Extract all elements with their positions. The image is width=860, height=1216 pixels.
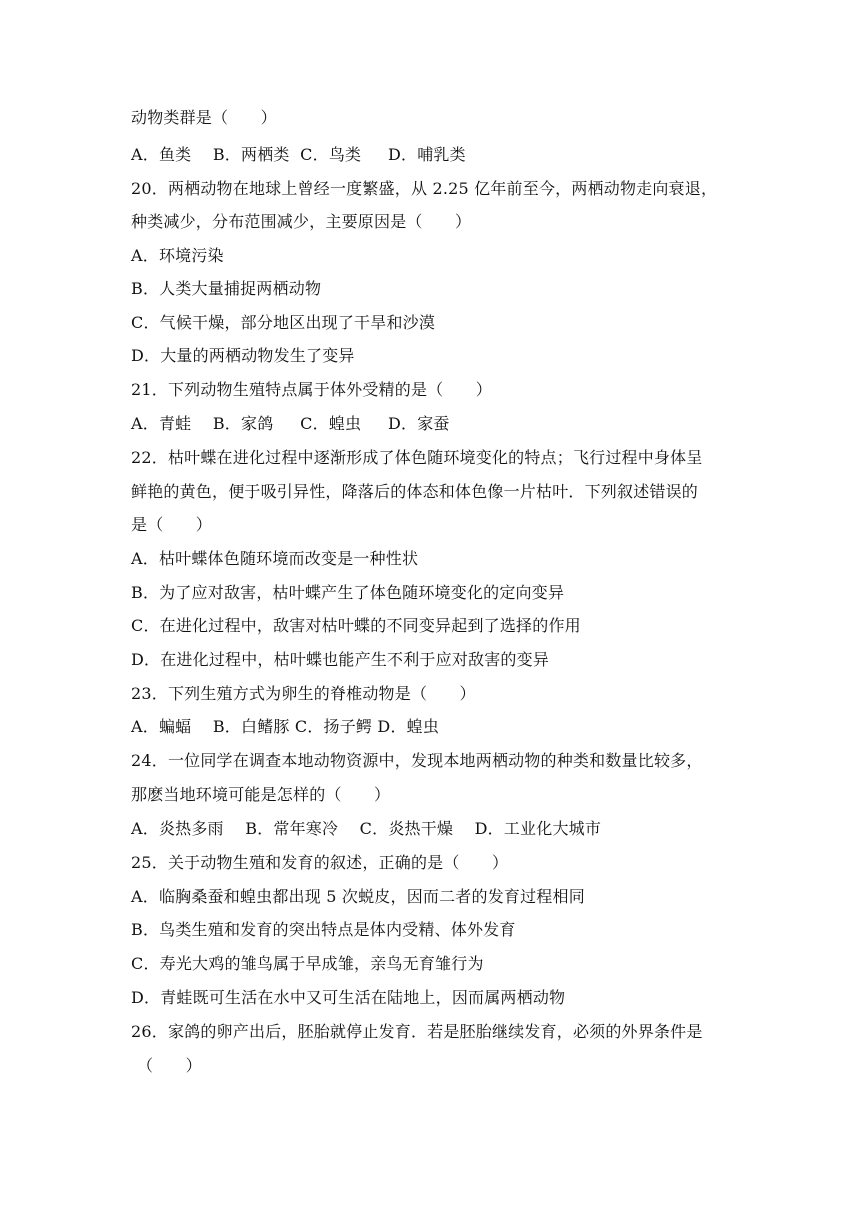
q22-option-b: B．为了应对敌害，枯叶蝶产生了体色随环境变化的定向变异 (131, 583, 565, 602)
q20-stem-line1: 20．两栖动物在地球上曾经一度繁盛，从 2.25 亿年前至今，两栖动物走向衰退， (131, 179, 718, 198)
q25-option-d: D．青蛙既可生活在水中又可生活在陆地上，因而属两栖动物 (131, 988, 566, 1007)
q20-option-a: A．环境污染 (131, 246, 224, 265)
q19-options: A．鱼类 B．两栖类 C．鸟类 D．哺乳类 (131, 145, 466, 164)
q19-tail: 动物类群是（ ） (131, 108, 277, 127)
q20-option-c: C．气候干燥，部分地区出现了干旱和沙漠 (131, 313, 436, 332)
q21-stem: 21．下列动物生殖特点属于体外受精的是（ ） (131, 380, 492, 399)
q25-option-c: C．寿光大鸡的雏鸟属于早成雏，亲鸟无育雏行为 (131, 954, 484, 973)
q22-stem-line3: 是（ ） (131, 515, 213, 534)
q26-stem-line2: （ ） (137, 1056, 202, 1075)
q25-stem: 25．关于动物生殖和发育的叙述，正确的是（ ） (131, 853, 509, 872)
q24-options: A．炎热多雨 B．常年寒冷 C．炎热干燥 D．工业化大城市 (131, 819, 602, 838)
q23-stem: 23．下列生殖方式为卵生的脊椎动物是（ ） (131, 684, 476, 703)
q24-stem-line2: 那麽当地环境可能是怎样的（ ） (131, 785, 391, 804)
q22-option-d: D．在进化过程中，枯叶蝶也能产生不利于应对敌害的变异 (131, 650, 550, 669)
q26-stem-line1: 26．家鸽的卵产出后，胚胎就停止发育．若是胚胎继续发育，必须的外界条件是 (131, 1022, 703, 1041)
q22-option-c: C．在进化过程中，敌害对枯叶蝶的不同变异起到了选择的作用 (131, 616, 581, 635)
q20-stem-line2: 种类减少，分布范围减少，主要原因是（ ） (131, 212, 472, 231)
q20-option-d: D．大量的两栖动物发生了变异 (131, 346, 355, 365)
q25-option-b: B．鸟类生殖和发育的突出特点是体内受精、体外发育 (131, 920, 516, 939)
q24-stem-line1: 24．一位同学在调查本地动物资源中，发现本地两栖动物的种类和数量比较多， (131, 751, 703, 770)
q22-stem-line2: 鲜艳的黄色，便于吸引异性，降落后的体态和体色像一片枯叶．下列叙述错误的 (131, 482, 699, 501)
q23-options: A．蝙蝠 B．白鳍豚 C．扬子鳄 D．蝗虫 (131, 717, 440, 736)
q22-option-a: A．枯叶蝶体色随环境而改变是一种性状 (131, 549, 419, 568)
q20-option-b: B．人类大量捕捉两栖动物 (131, 279, 322, 298)
q25-option-a: A．临胸桑蚕和蝗虫都出现 5 次蜕皮，因而二者的发育过程相同 (131, 887, 585, 906)
q21-options: A．青蛙 B．家鸽 C．蝗虫 D．家蚕 (131, 414, 450, 433)
q22-stem-line1: 22．枯叶蝶在进化过程中逐渐形成了体色随环境变化的特点；飞行过程中身体呈 (131, 448, 703, 467)
